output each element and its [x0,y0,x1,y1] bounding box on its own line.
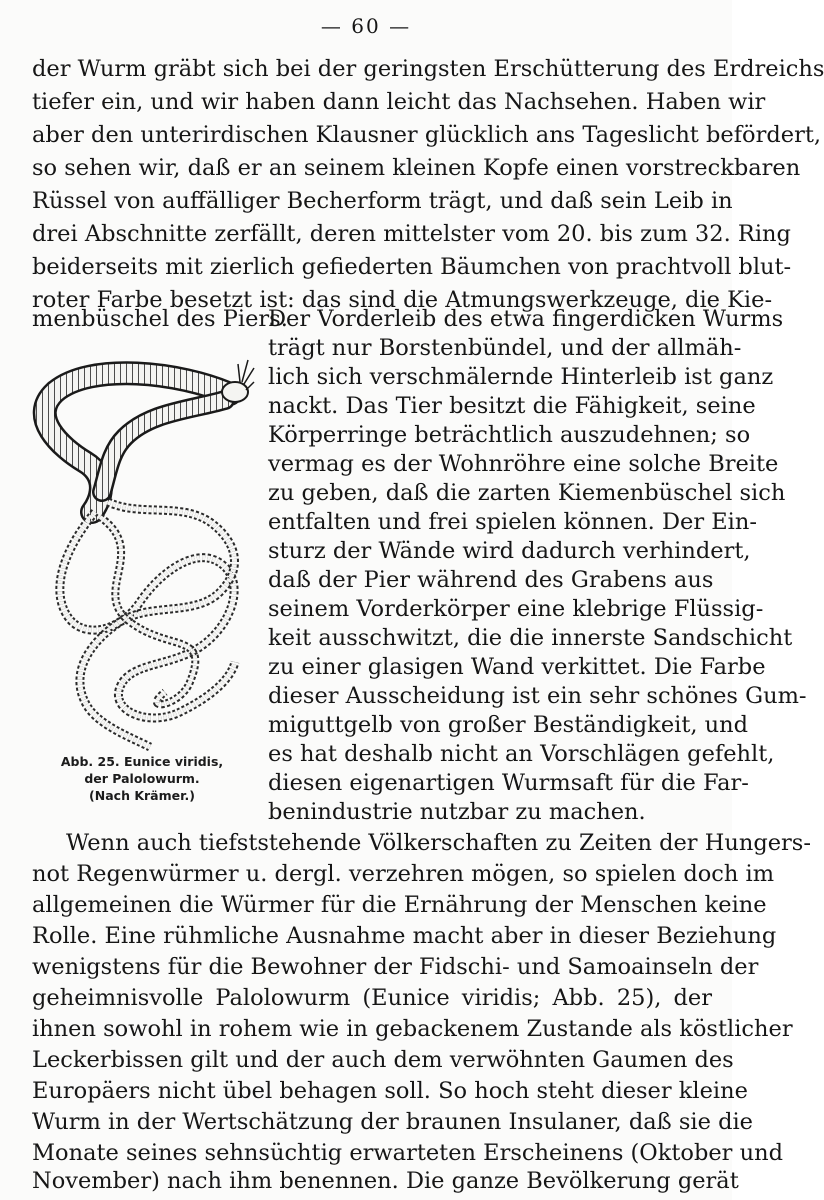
text-line: so sehen wir, daß er an seinem kleinen Kopfe einen vorstreckbaren [32,155,801,181]
text-line: allgemeinen die Würmer für die Ernährung der Menschen keine [32,892,767,918]
text-line: Europäers nicht übel behagen soll. So hoch steht dieser kleine [32,1078,748,1104]
text-line: entfalten und frei spielen können. Der Ein- [268,509,757,535]
text-line: Monate seines sehnsüchtig erwarteten Erscheinens (Oktober und [32,1140,783,1166]
text-line: Rolle. Eine rühmliche Ausnahme macht aber in dieser Beziehung [32,923,777,949]
text-line: diesen eigenartigen Wurmsaft für die Far- [268,770,749,796]
text-line: lich sich verschmälernde Hinterleib ist ganz [268,364,774,390]
text-line: geheimnisvolle Palolowurm (Eunice viridis; Abb. 25), der [32,985,712,1011]
caption-line: Abb. 25. Eunice viridis, [60,754,224,769]
text-line: drei Abschnitte zerfällt, deren mittelster vom 20. bis zum 32. Ring [32,221,791,247]
text-line: Leckerbissen gilt und der auch dem verwöhnten Gaumen des [32,1047,734,1073]
caption-line: der Palolowurm. [84,771,200,786]
page-number: — 60 — [320,14,412,38]
caption-line: (Nach Krämer.) [89,788,195,803]
text-line: benindustrie nutzbar zu machen. [268,799,646,825]
text-line: daß der Pier während des Grabens aus [268,567,714,593]
text-line: November) nach ihm benennen. Die ganze Bevölkerung gerät [32,1168,739,1194]
text-line: der Wurm gräbt sich bei der geringsten Erschütterung des Erdreichs [32,56,824,82]
text-line: dieser Ausscheidung ist ein sehr schönes Gum- [268,683,807,709]
text-line: wenigstens für die Bewohner der Fidschi- und Samoainseln der [32,954,759,980]
text-line: vermag es der Wohnröhre eine solche Breite [268,451,779,477]
text-line: es hat deshalb nicht an Vorschlägen gefehlt, [268,741,775,767]
text-line: miguttgelb von großer Beständigkeit, und [268,712,749,738]
text-line: Körperringe beträchtlich auszudehnen; so [268,422,751,448]
text-line-split-left: menbüschel des Piers. [32,306,288,332]
text-line: zu geben, daß die zarten Kiemenbüschel sich [268,480,786,506]
text-line: trägt nur Borstenbündel, und der allmäh- [268,335,742,361]
text-line: tiefer ein, und wir haben dann leicht das Nachsehen. Haben wir [32,89,766,115]
text-line: Wenn auch tiefststehende Völkerschaften zu Zeiten der Hungers- [66,830,811,856]
text-line: zu einer glasigen Wand verkittet. Die Farbe [268,654,766,680]
text-line: sturz der Wände wird dadurch verhindert, [268,538,751,564]
text-line-split-right: Der Vorderleib des etwa fingerdicken Wurms [268,306,784,332]
text-line: not Regenwürmer u. dergl. verzehren mögen, so spielen doch im [32,861,775,887]
text-line: ihnen sowohl in rohem wie in gebackenem Zustande als köstlicher [32,1016,793,1042]
text-line: roter Farbe besetzt ist: das sind die Atmungswerkzeuge, die Kie- [32,287,773,313]
text-line: nackt. Das Tier besitzt die Fähigkeit, seine [268,393,756,419]
text-line: Wurm in der Wertschätzung der braunen Insulaner, daß sie die [32,1109,753,1135]
figure-caption [24,753,260,804]
text-line: aber den unterirdischen Klausner glücklich ans Tageslicht befördert, [32,122,822,148]
text-line: seinem Vorderkörper eine klebrige Flüssig- [268,596,764,622]
text-line: beiderseits mit zierlich gefiederten Bäumchen von prachtvoll blut- [32,254,792,280]
text-line: Rüssel von auffälliger Becherform trägt, und daß sein Leib in [32,188,733,214]
text-line: keit ausschwitzt, die die innerste Sandschicht [268,625,793,651]
palolo-worm-illustration [30,352,255,757]
